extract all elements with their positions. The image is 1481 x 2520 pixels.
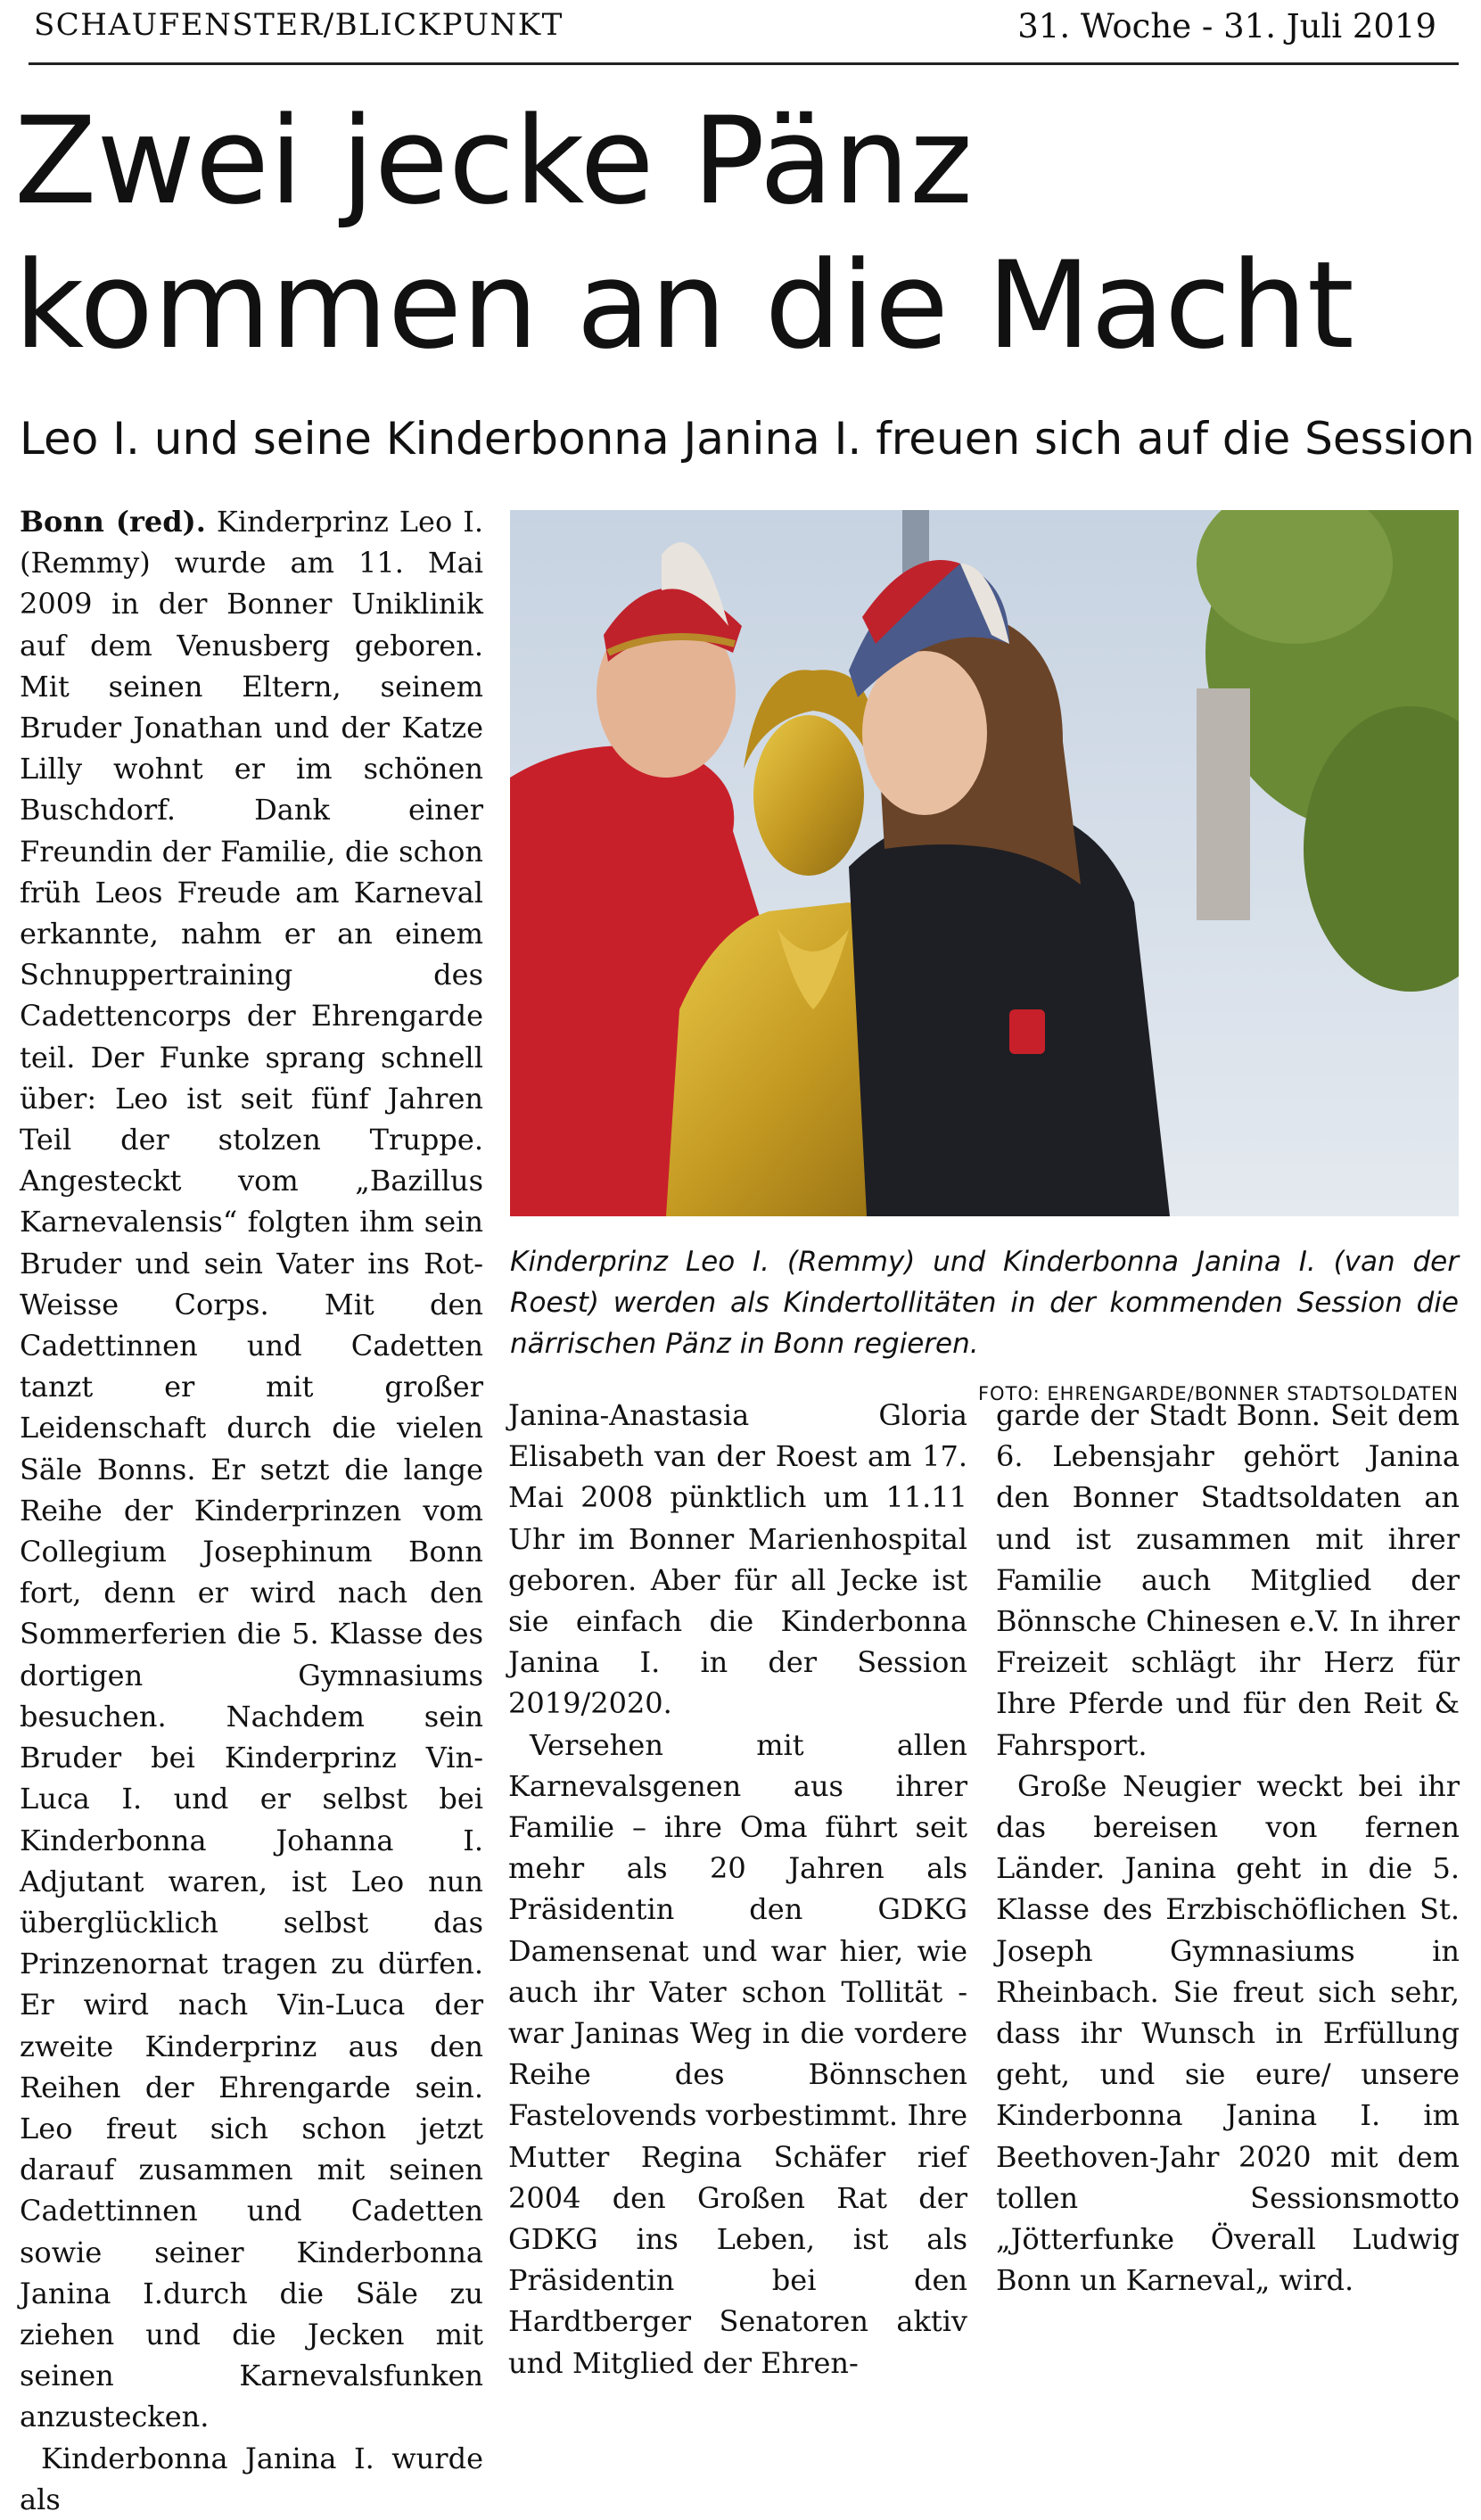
article-column-3 [996,1395,1460,2301]
headline [14,89,1459,378]
headline-line-1: Zwei jecke Pänz [14,91,973,231]
subheadline: Leo I. und seine Kinderbonna Janina I. freuen sich auf die Session [20,413,1475,465]
article-column-2 [508,1395,967,2384]
girl-badge [1009,1009,1045,1054]
header-divider [29,62,1459,65]
paragraph-2-continued: Janina-Anastasia Gloria Elisabeth van der Roest am 17. Mai 2008 pünktlich um 11.11 Uhr im Bonner Marienhospital geboren. Aber für all Jecke ist sie einfach die Kinderbonna Janina I. in der Session 2019/2020. [508,1398,967,1721]
dateline: Bonn (red). [20,505,206,539]
caption-text: Kinderprinz Leo I. (Remmy) und Kinderbonna Janina I. (van der Roest) werden als Kindertollitäten in der kommenden Session die närrischen Pänz in Bonn regieren. [510,1246,1459,1360]
photo-credit: FOTO: EHRENGARDE/BONNER STADTSOLDATEN [977,1383,1459,1404]
headline-line-2: kommen an die Macht [14,235,1354,375]
paragraph-1-text: Kinderprinz Leo I. (Remmy) wurde am 11. Mai 2009 in der Bonner Uniklinik auf dem Venusberg geboren. Mit seinen Eltern, seinem Bruder Jonathan und der Katze Lilly wohnt er im schönen Buschdorf. Dank einer Freundin der Familie, die schon früh Leos Freude am Karneval erkannte, nahm er an einem Schnuppertraining des Cadettencorps der Ehrengarde teil. Der Funke sprang schnell über: Leo ist seit fünf Jahren Teil der stolzen Truppe. Angesteckt vom „Bazillus Karnevalensis“ folgten ihm sein Bruder und sein Vater ins Rot-Weisse Corps. Mit den Cadettinnen und Cadetten tanzt er mit großer Leidenschaft durch die vielen Säle Bonns. Er setzt die lange Reihe der Kinderprinzen vom Collegium Josephinum Bonn fort, denn er wird nach den Sommerferien die 5. Klasse des dortigen Gymnasiums besuchen. Nachdem sein Bruder bei Kinderprinz Vin-Luca I. und er selbst bei Kinderbonna Johanna I. Adjutant waren, ist Leo nun überglücklich selbst das Prinzenornat tragen zu dürfen. Er wird nach Vin-Luca der zweite Kinderprinz aus den Reihen der Ehrengarde sein. Leo freut sich schon jetzt darauf zusammen mit seinen Cadettinnen und Cadetten sowie seiner Kinderbonna Janina I.durch die Säle zu ziehen und die Jecken mit seinen Karnevalsfunken anzustecken. [20,505,483,2434]
paragraph-2-start: Kinderbonna Janina I. wurde als [20,2441,483,2516]
paragraph-4: Große Neugier weckt bei ihr das bereisen von fernen Länder. Janina geht in die 5. Klasse des Erzbischöflichen St. Joseph Gymnasiums in Rheinbach. Sie freut sich sehr, dass ihr Wunsch in Erfüllung geht, und sie eure/ unsere Kinderbonna Janina I. im Beethoven-Jahr 2020 mit dem tollen Sessionsmotto „Jötterfunke Överall Ludwig Bonn un Karneval„ wird. [996,1768,1460,2298]
photo-illustration [510,510,1459,1216]
paragraph-3-continued: garde der Stadt Bonn. Seit dem 6. Lebensjahr gehört Janina den Bonner Stadtsoldaten an und ist zusammen mit ihrer Familie auch Mitglied der Bönnsche Chinesen e.V. In ihrer Freizeit schlägt ihr Herz für Ihre Pferde und für den Reit & Fahrsport. [996,1398,1460,1762]
paragraph-1 [20,501,483,2438]
paragraph-3: Versehen mit allen Karnevalsgenen aus ihrer Familie – ihre Oma führt seit mehr als 20 Jahren als Präsidentin den GDKG Damensenat und war hier, wie auch ihr Vater schon Tollität - war Janinas Weg in die vordere Reihe des Bönnschen Fastelovends vorbestimmt. Ihre Mutter Regina Schäfer rief 2004 den Großen Rat der GDKG ins Leben, ist als Präsidentin bei den Hardtberger Senatoren aktiv und Mitglied der Ehren- [508,1727,967,2380]
golden-bust-head [753,715,864,876]
article-photo [510,510,1459,1216]
section-label: SCHAUFENSTER/BLICKPUNKT [34,7,564,43]
photo-caption [510,1241,1459,1414]
article-column-1 [20,501,483,2520]
issue-date: 31. Woche - 31. Juli 2019 [1017,7,1436,45]
